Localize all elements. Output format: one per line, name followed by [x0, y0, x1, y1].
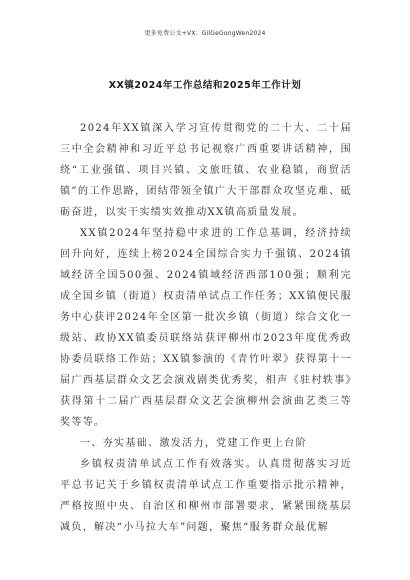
header-note: 更多免费公文+VX：GilGeGongWen2024 — [144, 30, 266, 37]
body-paragraph: 2024年XX镇深入学习宣传贯彻党的二十大、二十届三中全会精神和习近平总书记视察广西重要讲话精神，围绕“工业强镇、项目兴镇、文旅旺镇、农业稳镇，商贸活镇”的工作思路，团结带领全镇广大干部群众攻坚克难、砥砺奋进，以实干实绩实效推动XX镇高质量发展。 — [60, 123, 352, 218]
document-body — [60, 118, 352, 538]
body-paragraph: 乡镇权责清单试点工作有效落实。认真贯彻落实习近平总书记关于乡镇权责清单试点工作重要指示批示精神，严格按照中央、自治区和柳州市部署要求，紧紧围绕基层减负，解决“小马拉大车”问题，聚焦“服务群众最优解 — [60, 459, 352, 533]
body-paragraph: XX镇2024年坚持稳中求进的工作总基调，经济持续回升向好，连续上榜2024全国综合实力千强镇、2024镇域经济全国500强、2024镇域经济西部100强；顺利完成全国乡镇（街道）权责清单试点工作任务；XX镇便民服务中心获评2024年全区第一批次乡镇（街道）综合文化一级站、政协XX镇委员联络站获评柳州市2023年度优秀政协委员联络工作站；XX镇参演的《青竹叶翠》获得第十一届广西基层群众文艺会演戏剧类优秀奖，相声《驻村轶事》获得第十二届广西基层群众文艺会演柳州会演曲艺类三等奖等等。 — [60, 228, 352, 428]
section-heading: 一、夯实基础、激发活力，党建工作更上台阶 — [80, 438, 307, 449]
document-title: XX镇2024年工作总结和2025年工作计划 — [108, 80, 302, 91]
